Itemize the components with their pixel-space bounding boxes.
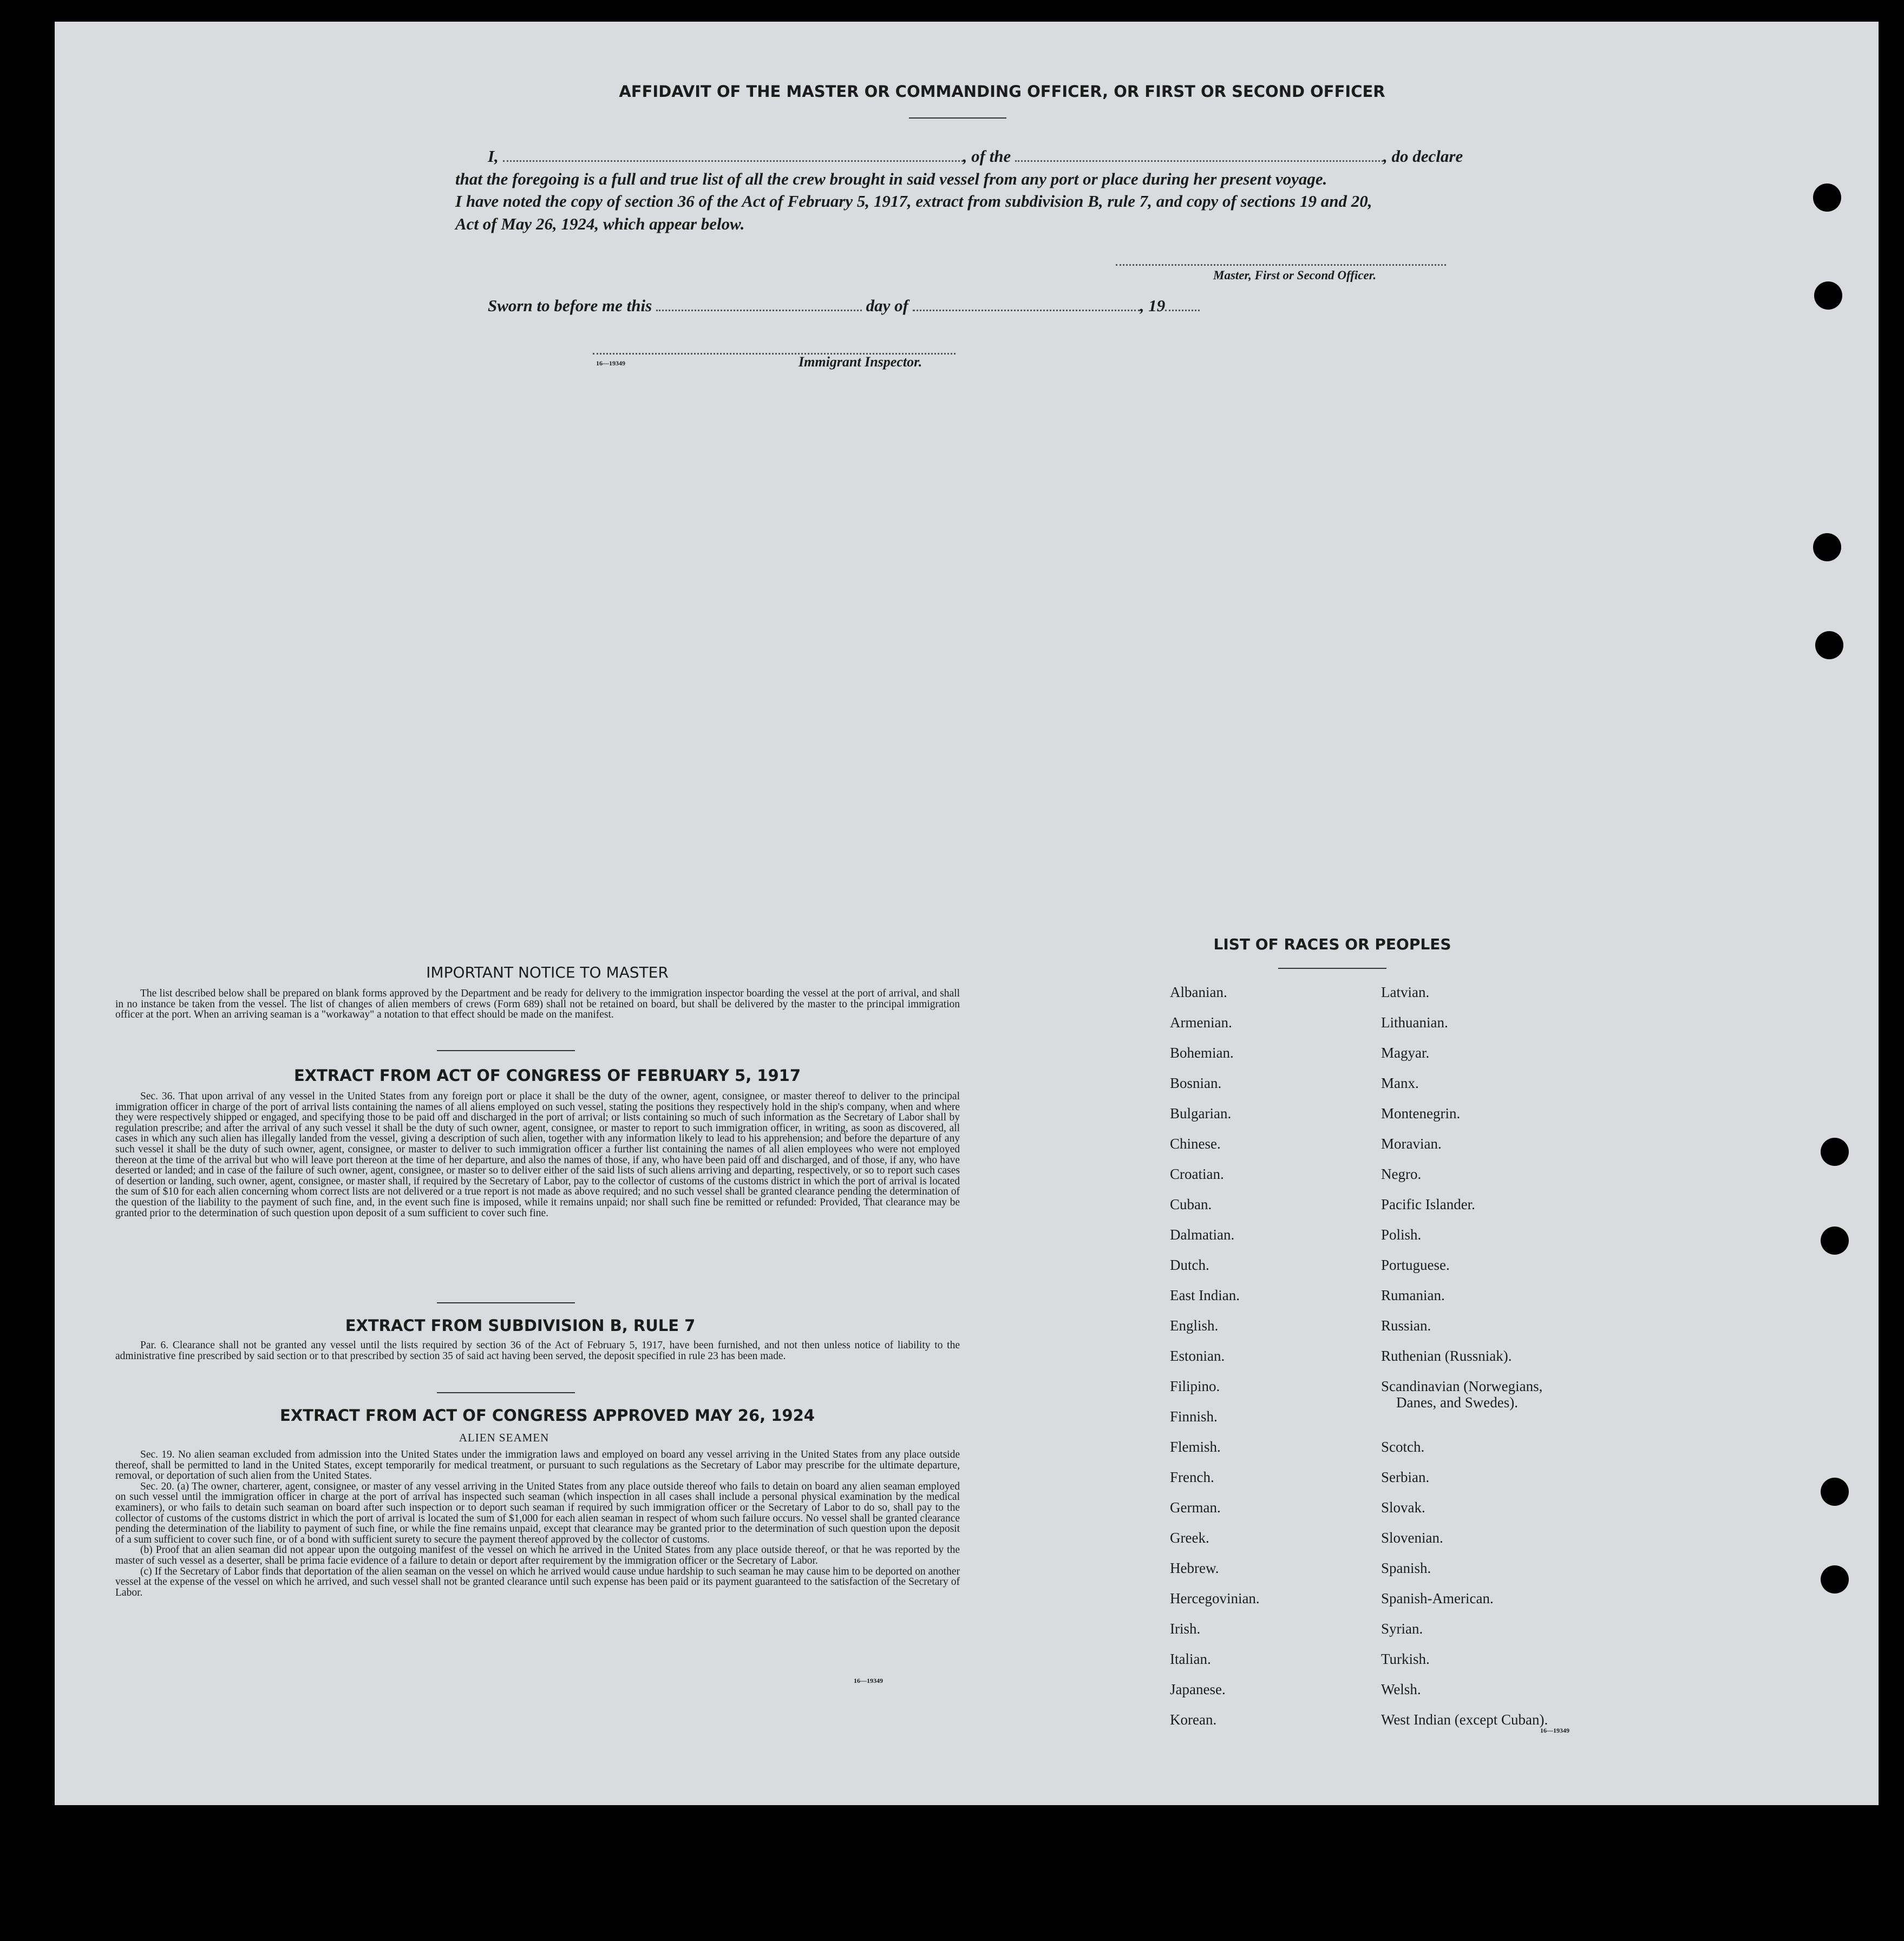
race-item: Welsh. bbox=[1381, 1681, 1421, 1697]
sworn-prefix: Sworn to before me this bbox=[488, 296, 652, 315]
vessel-name-field[interactable] bbox=[1015, 160, 1383, 162]
race-item: Scandinavian (Norwegians, bbox=[1381, 1378, 1543, 1394]
race-item: Rumanian. bbox=[1381, 1287, 1445, 1303]
sec-20a-paragraph: Sec. 20. (a) The owner, charterer, agent, consignee, or master of any vessel arriving in the United States from any place outside thereof who fails to detain on board any alien seaman employed on such vessel until the immigration officer in charge at the port of arrival has inspected such seaman (which inspection in all cases shall include a personal physical examination by the medical examiners), or who fails to detain such seaman on board after such inspection or to deport such seaman if required by such immigration officer or the Secretary of Labor to do so, shall pay to the collector of customs of the customs district in which the port of arrival is located the sum of $1,000 for each alien seaman in respect of whom such failure occurs. No vessel shall be granted clearance pending the determination of the liability to payment of such fine, or while the fine remains unpaid, except that clearance may be granted prior to the determination of such question upon the deposit of a sum sufficient to cover such fine, or of a bond with sufficient surety to secure the payment thereof approved by the collector of customs. bbox=[115, 1480, 960, 1545]
sworn-year-label: , 19 bbox=[1140, 296, 1166, 315]
race-item: Portuguese. bbox=[1381, 1257, 1450, 1273]
extract-1924-title: EXTRACT FROM ACT OF CONGRESS APPROVED MAY 26, 1924 bbox=[280, 1406, 815, 1425]
inspector-label: Immigrant Inspector. bbox=[799, 354, 922, 370]
race-item: Spanish-American. bbox=[1381, 1590, 1494, 1606]
master-signature-line[interactable] bbox=[1116, 264, 1446, 266]
binder-hole bbox=[1821, 1227, 1849, 1255]
binder-hole bbox=[1814, 281, 1842, 310]
affidavit-form-number: 16—19349 bbox=[596, 359, 625, 367]
sec-20c-paragraph: (c) If the Secretary of Labor finds that deportation of the alien seaman on the vessel on which he arrived would cause undue hardship to such seaman he may cause him to be deported on another vessel at the expense of the vessel on which he arrived, and such vessel shall not be granted clearance until such expense has been paid or its payment guaranteed to the satisfaction of the Secretary of Labor. bbox=[115, 1565, 960, 1598]
race-item: French. bbox=[1170, 1469, 1214, 1485]
race-item: Magyar. bbox=[1381, 1045, 1430, 1061]
race-item: Chinese. bbox=[1170, 1136, 1221, 1152]
notice-title: IMPORTANT NOTICE TO MASTER bbox=[426, 963, 669, 981]
race-item: Negro. bbox=[1381, 1166, 1422, 1182]
subdivision-body: Par. 6. Clearance shall not be granted any vessel until the lists required by section 36 of the Act of February 5, 1917, have been furnished, and not then unless notice of liability to the administrative fine prescribed by said section or to that prescribed by section 35 of said act having been served, the deposit specified in rule 23 has been made. bbox=[115, 1340, 960, 1362]
subdivision-title: EXTRACT FROM SUBDIVISION B, RULE 7 bbox=[345, 1316, 696, 1335]
affidavit-line-4: Act of May 26, 1924, which appear below. bbox=[455, 214, 745, 233]
alien-seamen-subtitle: ALIEN SEAMEN bbox=[459, 1431, 549, 1444]
declarant-prefix: I, bbox=[488, 147, 499, 166]
race-item: Polish. bbox=[1381, 1227, 1422, 1243]
race-item: Greek. bbox=[1170, 1530, 1209, 1546]
race-item: Cuban. bbox=[1170, 1196, 1212, 1212]
extract-1917-title: EXTRACT FROM ACT OF CONGRESS OF FEBRUARY 5, 1917 bbox=[293, 1066, 801, 1085]
sworn-year-field[interactable] bbox=[1165, 310, 1200, 311]
vessel-prefix: , of the bbox=[963, 147, 1011, 166]
document-page bbox=[55, 22, 1879, 1805]
binder-hole bbox=[1821, 1565, 1849, 1594]
affidavit-line-1 bbox=[488, 145, 1516, 167]
race-item: German. bbox=[1170, 1499, 1221, 1516]
race-item: Latvian. bbox=[1381, 984, 1430, 1000]
race-item: Syrian. bbox=[1381, 1621, 1423, 1637]
affidavit-line-3: I have noted the copy of section 36 of the Act of February 5, 1917, extract from subdivision B, rule 7, and copy of sections 19 and 20, bbox=[455, 192, 1372, 211]
race-item: Albanian. bbox=[1170, 984, 1227, 1000]
declare-suffix: , do declare bbox=[1383, 147, 1463, 166]
race-item: Filipino. bbox=[1170, 1378, 1220, 1394]
binder-hole bbox=[1813, 533, 1841, 561]
race-item: Japanese. bbox=[1170, 1681, 1226, 1697]
race-item: Danes, and Swedes). bbox=[1396, 1394, 1518, 1411]
extract-1924-body bbox=[115, 1450, 960, 1598]
race-item: Dutch. bbox=[1170, 1257, 1209, 1273]
race-item: Croatian. bbox=[1170, 1166, 1224, 1182]
race-item: Ruthenian (Russniak). bbox=[1381, 1348, 1512, 1364]
race-item: Armenian. bbox=[1170, 1014, 1232, 1031]
race-item: Serbian. bbox=[1381, 1469, 1430, 1485]
race-item: Scotch. bbox=[1381, 1439, 1425, 1455]
extract-form-number: 16—19349 bbox=[854, 1677, 883, 1684]
notice-body: The list described below shall be prepared on blank forms approved by the Department and be ready for delivery to the immigration inspector boarding the vessel at the port of arrival, and shall in no instance be taken from the vessel. The list of changes of alien members of crews (Form 689) shall not be retained on board, but shall be delivered by the master to the principal immigration officer at the port. When an arriving seaman is a "workaway" a notation to that effect should be made on the manifest. bbox=[115, 988, 960, 1021]
race-item: Slovak. bbox=[1381, 1499, 1425, 1516]
race-item: Estonian. bbox=[1170, 1348, 1225, 1364]
sworn-month-field[interactable] bbox=[913, 310, 1140, 311]
master-signature-label: Master, First or Second Officer. bbox=[1213, 268, 1377, 282]
races-form-number: 16—19349 bbox=[1540, 1727, 1569, 1734]
race-item: Montenegrin. bbox=[1381, 1105, 1461, 1122]
subdivision-divider bbox=[437, 1392, 575, 1393]
race-item: Bosnian. bbox=[1170, 1075, 1222, 1091]
affidavit-line-2: that the foregoing is a full and true list of all the crew brought in said vessel from any port or place during her present voyage. bbox=[455, 169, 1327, 188]
races-column-right bbox=[1381, 984, 1548, 1742]
race-item: Bohemian. bbox=[1170, 1045, 1234, 1061]
race-item: Manx. bbox=[1381, 1075, 1419, 1091]
race-item: Flemish. bbox=[1170, 1439, 1221, 1455]
sworn-day-field[interactable] bbox=[656, 310, 862, 311]
title-divider bbox=[909, 117, 1006, 119]
sworn-line bbox=[488, 294, 1300, 317]
race-item: Bulgarian. bbox=[1170, 1105, 1232, 1122]
sec-19-paragraph: Sec. 19. No alien seaman excluded from admission into the United States under the immigration laws and employed on board any vessel arriving in the United States from any place outside thereof, shall be permitted to land in the United States, except temporarily for medical treatment, or pursuant to such regulations as the Secretary of Labor may prescribe for the ultimate departure, removal, or deportation of such alien from the United States. bbox=[115, 1449, 960, 1482]
race-item: Pacific Islander. bbox=[1381, 1196, 1475, 1212]
binder-hole bbox=[1821, 1478, 1849, 1506]
races-title: LIST OF RACES OR PEOPLES bbox=[1213, 935, 1451, 953]
binder-hole bbox=[1815, 631, 1843, 659]
races-column-left bbox=[1170, 984, 1260, 1742]
race-item: Slovenian. bbox=[1381, 1530, 1443, 1546]
race-item: Lithuanian. bbox=[1381, 1014, 1448, 1031]
extract-1917-divider bbox=[437, 1302, 575, 1303]
race-item: Dalmatian. bbox=[1170, 1227, 1235, 1243]
notice-divider bbox=[437, 1050, 575, 1051]
race-item: Turkish. bbox=[1381, 1651, 1430, 1667]
sworn-day-label: day of bbox=[866, 296, 908, 315]
race-item: Korean. bbox=[1170, 1712, 1217, 1728]
race-item: East Indian. bbox=[1170, 1287, 1240, 1303]
race-item: Moravian. bbox=[1381, 1136, 1442, 1152]
race-item: English. bbox=[1170, 1317, 1219, 1334]
race-item: Russian. bbox=[1381, 1317, 1431, 1334]
races-divider bbox=[1278, 968, 1386, 969]
sec-20b-paragraph: (b) Proof that an alien seaman did not appear upon the outgoing manifest of the vessel on which he arrived in the United States from any place outside thereof, or that he was reported by the master of such vessel as a deserter, shall be prima facie evidence of a failure to detain or deport after requirement by the immigration officer or the Secretary of Labor. bbox=[115, 1544, 960, 1566]
race-item: Spanish. bbox=[1381, 1560, 1431, 1576]
race-item: Irish. bbox=[1170, 1621, 1201, 1637]
binder-hole bbox=[1813, 183, 1841, 212]
race-item: Italian. bbox=[1170, 1651, 1211, 1667]
race-item: Finnish. bbox=[1170, 1408, 1218, 1425]
declarant-name-field[interactable] bbox=[503, 160, 963, 162]
binder-hole bbox=[1821, 1138, 1849, 1166]
race-item: Hercegovinian. bbox=[1170, 1590, 1260, 1606]
affidavit-title: AFFIDAVIT OF THE MASTER OR COMMANDING OFFICER, OR FIRST OR SECOND OFFICER bbox=[619, 82, 1385, 101]
race-item: Hebrew. bbox=[1170, 1560, 1219, 1576]
extract-1917-body: Sec. 36. That upon arrival of any vessel in the United States from any foreign port or place it shall be the duty of the owner, agent, consignee, or master thereof to deliver to the principal immigration officer in charge of the port of arrival lists containing the names of all aliens employed on such vessel, stating the positions they respectively hold in the ship's company, when and where they were respectively shipped or engaged, and specifying those to be paid off and discharged in the port of arrival; or lists containing so much of such information as the Secretary of Labor shall by regulation prescribe; and after the arrival of any such vessel it shall be the duty of such owner, agent, consignee, or master to report to such immigration officer, in writing, as soon as discovered, all cases in which any such alien has illegally landed from the vessel, giving a description of such alien, together with any information likely to lead to his apprehension; and before the departure of any such vessel it shall be the duty of such owner, agent, consignee, or master to deliver to such immigration officer a further list containing the names of all alien employees who were not employed thereon at the time of the arrival but who will leave port thereon at the time of her departure, and also the names of those, if any, who have been paid off and discharged, and of those, if any, who have deserted or landed; and in case of the failure of such owner, agent, consignee, or master so to deliver either of the said lists of such aliens arriving and departing, respectively, or so to report such cases of desertion or landing, such owner, agent, consignee, or master shall, if required by the Secretary of Labor, pay to the collector of customs of the customs district in which the port of arrival is located the sum of $10 for each alien concerning whom correct lists are not delivered or a true report is not made as above required; and no such vessel shall be granted clearance pending the determination of the question of the liability to the payment of such fine, and, in the event such fine is imposed, while it remains unpaid; nor shall such fine be remitted or refunded: Provided, That clearance may be granted prior to the determination of such question upon deposit of a sum sufficient to cover such fine. bbox=[115, 1091, 960, 1219]
race-item: West Indian (except Cuban). bbox=[1381, 1712, 1548, 1728]
